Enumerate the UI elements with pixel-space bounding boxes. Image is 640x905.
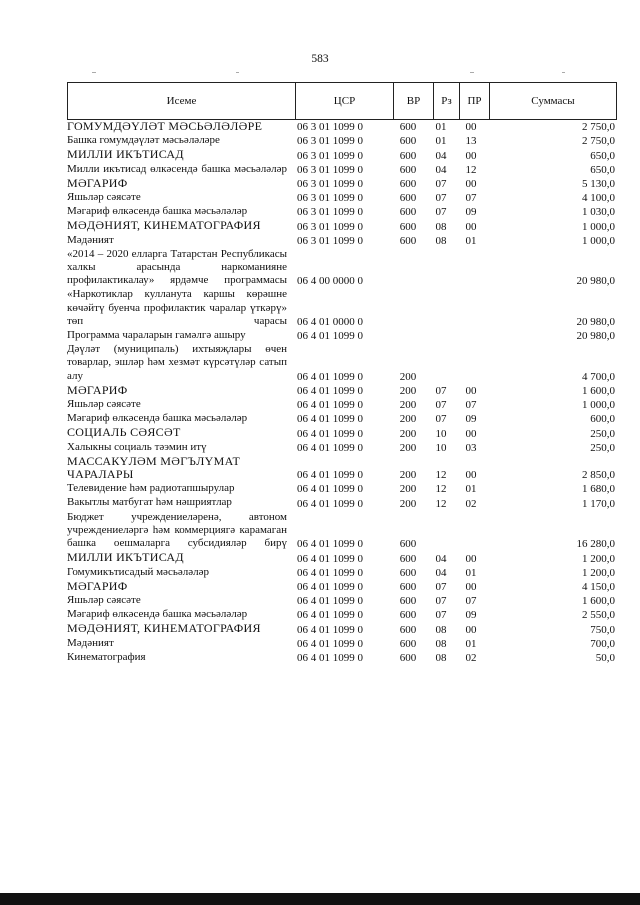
table-row (67, 219, 617, 233)
vr-cell: 600 (399, 637, 417, 650)
pr-cell: 00 (465, 552, 477, 565)
table-row (67, 622, 617, 636)
vr-cell: 600 (399, 623, 417, 636)
csr-cell: 06 4 01 1099 0 (297, 497, 363, 510)
vr-cell: 600 (399, 595, 417, 608)
sum-cell: 1 200,0 (582, 552, 615, 565)
vr-cell: 600 (399, 651, 417, 664)
vr-cell: 600 (399, 609, 417, 622)
table-row (67, 177, 617, 191)
pr-cell: 00 (465, 623, 477, 636)
sum-cell: 1 000,0 (582, 399, 615, 412)
pr-cell: 09 (465, 413, 477, 426)
name-cell: Халыкны социаль тәэмин итү (67, 440, 207, 453)
rz-cell: 10 (435, 441, 447, 454)
name-cell: Мәдәният (67, 233, 114, 246)
sum-cell: 250,0 (590, 427, 615, 440)
sum-cell: 650,0 (590, 149, 615, 162)
table-row (67, 594, 617, 608)
rz-cell: 08 (435, 234, 447, 247)
name-cell: «Наркотиклар кулланута каршы көрәшне көчәйтү буенча профилактик чаралар үткәрү» төп чарасы (67, 288, 287, 327)
vr-cell: 600 (399, 135, 417, 148)
table-row (67, 120, 617, 134)
csr-cell: 06 3 01 1099 0 (297, 149, 363, 162)
scan-bottom-edge (0, 893, 640, 905)
pr-cell: 00 (465, 580, 477, 593)
sum-cell: 4 100,0 (582, 192, 615, 205)
sum-cell: 1 000,0 (582, 220, 615, 233)
column-header-vr: ВР (394, 83, 434, 119)
vr-cell: 200 (399, 483, 417, 496)
vr-cell: 200 (399, 413, 417, 426)
csr-cell: 06 4 00 0000 0 (297, 275, 363, 288)
sum-cell: 650,0 (590, 163, 615, 176)
pr-cell: 00 (465, 121, 477, 134)
sum-cell: 250,0 (590, 441, 615, 454)
vr-cell: 600 (399, 206, 417, 219)
rz-cell: 04 (435, 149, 447, 162)
name-cell: Мәгариф өлкәсендә башка мәсьәләләр (67, 412, 248, 425)
pr-cell: 13 (465, 135, 477, 148)
csr-cell: 06 4 01 1099 0 (297, 566, 363, 579)
pr-cell: 00 (465, 149, 477, 162)
table-row (67, 343, 617, 384)
scan-mark (470, 72, 474, 73)
sum-cell: 20 980,0 (576, 316, 615, 329)
scan-mark (92, 72, 96, 73)
table-row (67, 511, 617, 552)
sum-cell: 1 680,0 (582, 483, 615, 496)
sum-cell: 2 750,0 (582, 135, 615, 148)
name-cell: Бюджет учреждениеләренә, автоном учреждениеләргә һәм коммерциягә карамаган башка оешмаларга субсидияләр бирү (67, 510, 287, 550)
table-row (67, 580, 617, 594)
vr-cell: 200 (399, 385, 417, 398)
sum-cell: 2 850,0 (582, 469, 615, 482)
name-cell: Башка гомумдәүләт мәсьәләләре (67, 134, 220, 147)
name-cell: Мәдәният (67, 636, 114, 649)
name-cell: МАССАКҮЛӘМ МӘГЪЛҮМАТ ЧАРАЛАРЫ (67, 453, 241, 482)
pr-cell: 03 (465, 441, 477, 454)
name-cell: Гомумикътисадый мәсьәләләр (67, 565, 209, 578)
pr-cell: 07 (465, 192, 477, 205)
rz-cell: 12 (435, 469, 447, 482)
pr-cell: 01 (465, 637, 477, 650)
vr-cell: 600 (399, 566, 417, 579)
rz-cell: 08 (435, 623, 447, 636)
sum-cell: 2 750,0 (582, 121, 615, 134)
rz-cell: 08 (435, 220, 447, 233)
csr-cell: 06 4 01 1099 0 (297, 637, 363, 650)
rz-cell: 10 (435, 427, 447, 440)
name-cell: Яшьләр сәясәте (67, 398, 141, 411)
table-row (67, 384, 617, 398)
name-cell: ГОМУМДӘҮЛӘТ МӘСЬӘЛӘЛӘРЕ (67, 119, 263, 133)
vr-cell: 600 (399, 178, 417, 191)
name-cell: МӘГАРИФ (67, 578, 128, 593)
csr-cell: 06 4 01 1099 0 (297, 370, 363, 383)
rz-cell: 07 (435, 609, 447, 622)
page-number: 583 (311, 53, 329, 65)
sum-cell: 1 600,0 (582, 595, 615, 608)
table-body (67, 120, 617, 665)
sum-cell: 1 000,0 (582, 234, 615, 247)
rz-cell: 08 (435, 637, 447, 650)
pr-cell: 09 (465, 206, 477, 219)
pr-cell: 00 (465, 469, 477, 482)
csr-cell: 06 4 01 0000 0 (297, 316, 363, 329)
rz-cell: 04 (435, 552, 447, 565)
name-cell: Программа чараларын гамәлгә ашыру (67, 329, 246, 342)
table-row (67, 637, 617, 651)
table-row (67, 148, 617, 162)
csr-cell: 06 3 01 1099 0 (297, 135, 363, 148)
table-row (67, 426, 617, 440)
rz-cell: 07 (435, 385, 447, 398)
rz-cell: 07 (435, 580, 447, 593)
vr-cell: 600 (399, 163, 417, 176)
name-cell: МӘГАРИФ (67, 175, 128, 190)
vr-cell: 600 (399, 220, 417, 233)
table-row (67, 455, 617, 482)
vr-cell: 200 (399, 427, 417, 440)
pr-cell: 07 (465, 399, 477, 412)
table-row (67, 398, 617, 412)
pr-cell: 01 (465, 234, 477, 247)
table-row (67, 205, 617, 219)
csr-cell: 06 4 01 1099 0 (297, 413, 363, 426)
name-cell: Яшьләр сәясәте (67, 593, 141, 606)
csr-cell: 06 4 01 1099 0 (297, 483, 363, 496)
rz-cell: 04 (435, 566, 447, 579)
rz-cell: 12 (435, 497, 447, 510)
table-row (67, 651, 617, 665)
vr-cell: 600 (399, 149, 417, 162)
vr-cell: 200 (399, 441, 417, 454)
table-row (67, 288, 617, 329)
vr-cell: 600 (399, 121, 417, 134)
rz-cell: 08 (435, 651, 447, 664)
table-header (67, 82, 617, 120)
scan-mark (236, 72, 239, 73)
name-cell: МИЛЛИ ИКЪТИСАД (67, 550, 184, 565)
sum-cell: 1 200,0 (582, 566, 615, 579)
csr-cell: 06 4 01 1099 0 (297, 595, 363, 608)
rz-cell: 04 (435, 163, 447, 176)
table-row (67, 441, 617, 455)
table-row (67, 163, 617, 177)
csr-cell: 06 4 01 1099 0 (297, 609, 363, 622)
csr-cell: 06 4 01 1099 0 (297, 399, 363, 412)
rz-cell: 07 (435, 399, 447, 412)
csr-cell: 06 4 01 1099 0 (297, 552, 363, 565)
pr-cell: 02 (465, 651, 477, 664)
csr-cell: 06 4 01 1099 0 (297, 651, 363, 664)
pr-cell: 00 (465, 427, 477, 440)
csr-cell: 06 4 01 1099 0 (297, 623, 363, 636)
table-row (67, 248, 617, 289)
name-cell: МӘДӘНИЯТ, КИНЕМАТОГРАФИЯ (67, 218, 261, 233)
csr-cell: 06 4 01 1099 0 (297, 441, 363, 454)
pr-cell: 00 (465, 178, 477, 191)
csr-cell: 06 3 01 1099 0 (297, 192, 363, 205)
column-header-name: Исеме (68, 83, 296, 119)
csr-cell: 06 4 01 1099 0 (297, 538, 363, 551)
table-row (67, 191, 617, 205)
pr-cell: 01 (465, 566, 477, 579)
sum-cell: 750,0 (590, 623, 615, 636)
sum-cell: 1 170,0 (582, 497, 615, 510)
sum-cell: 1 030,0 (582, 206, 615, 219)
csr-cell: 06 3 01 1099 0 (297, 178, 363, 191)
table-row (67, 551, 617, 565)
rz-cell: 01 (435, 135, 447, 148)
sum-cell: 20 980,0 (576, 275, 615, 288)
table-row (67, 496, 617, 510)
csr-cell: 06 4 01 1099 0 (297, 469, 363, 482)
table-row (67, 329, 617, 343)
table-row (67, 134, 617, 148)
pr-cell: 01 (465, 483, 477, 496)
csr-cell: 06 3 01 1099 0 (297, 121, 363, 134)
rz-cell: 07 (435, 206, 447, 219)
vr-cell: 200 (399, 370, 417, 383)
table-row (67, 234, 617, 248)
vr-cell: 600 (399, 538, 417, 551)
name-cell: Милли икътисад өлкәсендә башка мәсьәләләр (67, 162, 287, 175)
name-cell: «2014 – 2020 елларга Татарстан Республикасы халкы арасында наркоманияне профилактикалау» ярдәмче программасы (67, 247, 287, 287)
vr-cell: 600 (399, 552, 417, 565)
name-cell: МИЛЛИ ИКЪТИСАД (67, 147, 184, 162)
name-cell: СОЦИАЛЬ СӘЯСӘТ (67, 425, 181, 440)
vr-cell: 200 (399, 497, 417, 510)
pr-cell: 00 (465, 220, 477, 233)
pr-cell: 00 (465, 385, 477, 398)
sum-cell: 20 980,0 (576, 330, 615, 343)
csr-cell: 06 4 01 1099 0 (297, 427, 363, 440)
column-header-csr: ЦСР (296, 83, 394, 119)
name-cell: МӘДӘНИЯТ, КИНЕМАТОГРАФИЯ (67, 621, 261, 636)
pr-cell: 07 (465, 595, 477, 608)
csr-cell: 06 4 01 1099 0 (297, 385, 363, 398)
csr-cell: 06 3 01 1099 0 (297, 163, 363, 176)
sum-cell: 16 280,0 (576, 538, 615, 551)
rz-cell: 07 (435, 178, 447, 191)
rz-cell: 01 (435, 121, 447, 134)
rz-cell: 07 (435, 192, 447, 205)
csr-cell: 06 4 01 1099 0 (297, 330, 363, 343)
name-cell: Кинематография (67, 650, 146, 663)
name-cell: Телевидение һәм радиотапшырулар (67, 482, 235, 495)
table-row (67, 412, 617, 426)
csr-cell: 06 3 01 1099 0 (297, 220, 363, 233)
sum-cell: 4 700,0 (582, 370, 615, 383)
pr-cell: 02 (465, 497, 477, 510)
vr-cell: 600 (399, 580, 417, 593)
vr-cell: 600 (399, 192, 417, 205)
csr-cell: 06 3 01 1099 0 (297, 206, 363, 219)
table-row (67, 482, 617, 496)
table-row (67, 566, 617, 580)
sum-cell: 700,0 (590, 637, 615, 650)
name-cell: Дәүләт (муниципаль) ихтыяҗлары өчен товарлар, эшләр һәм хезмәт күрсәтүләр сатып алу (67, 343, 287, 382)
column-header-sum: Суммасы (531, 95, 575, 107)
pr-cell: 09 (465, 609, 477, 622)
sum-cell: 50,0 (595, 651, 615, 664)
sum-cell: 4 150,0 (582, 580, 615, 593)
table-row (67, 608, 617, 622)
vr-cell: 600 (399, 234, 417, 247)
name-cell: Яшьләр сәясәте (67, 191, 141, 204)
sum-cell: 600,0 (590, 413, 615, 426)
sum-cell: 5 130,0 (582, 178, 615, 191)
name-cell: Вакытлы матбугат һәм нәшриятлар (67, 496, 232, 509)
name-cell: МӘГАРИФ (67, 382, 128, 397)
name-cell: Мәгариф өлкәсендә башка мәсьәләләр (67, 608, 248, 621)
rz-cell: 07 (435, 413, 447, 426)
vr-cell: 200 (399, 399, 417, 412)
pr-cell: 12 (465, 163, 477, 176)
scan-mark (562, 72, 565, 73)
csr-cell: 06 3 01 1099 0 (297, 234, 363, 247)
column-header-rz: Рз (434, 83, 460, 119)
sum-cell: 2 550,0 (582, 609, 615, 622)
vr-cell: 200 (399, 469, 417, 482)
sum-cell: 1 600,0 (582, 385, 615, 398)
rz-cell: 07 (435, 595, 447, 608)
name-cell: Мәгариф өлкәсендә башка мәсьәләләр (67, 205, 248, 218)
rz-cell: 12 (435, 483, 447, 496)
csr-cell: 06 4 01 1099 0 (297, 580, 363, 593)
column-header-pr: ПР (460, 83, 490, 119)
